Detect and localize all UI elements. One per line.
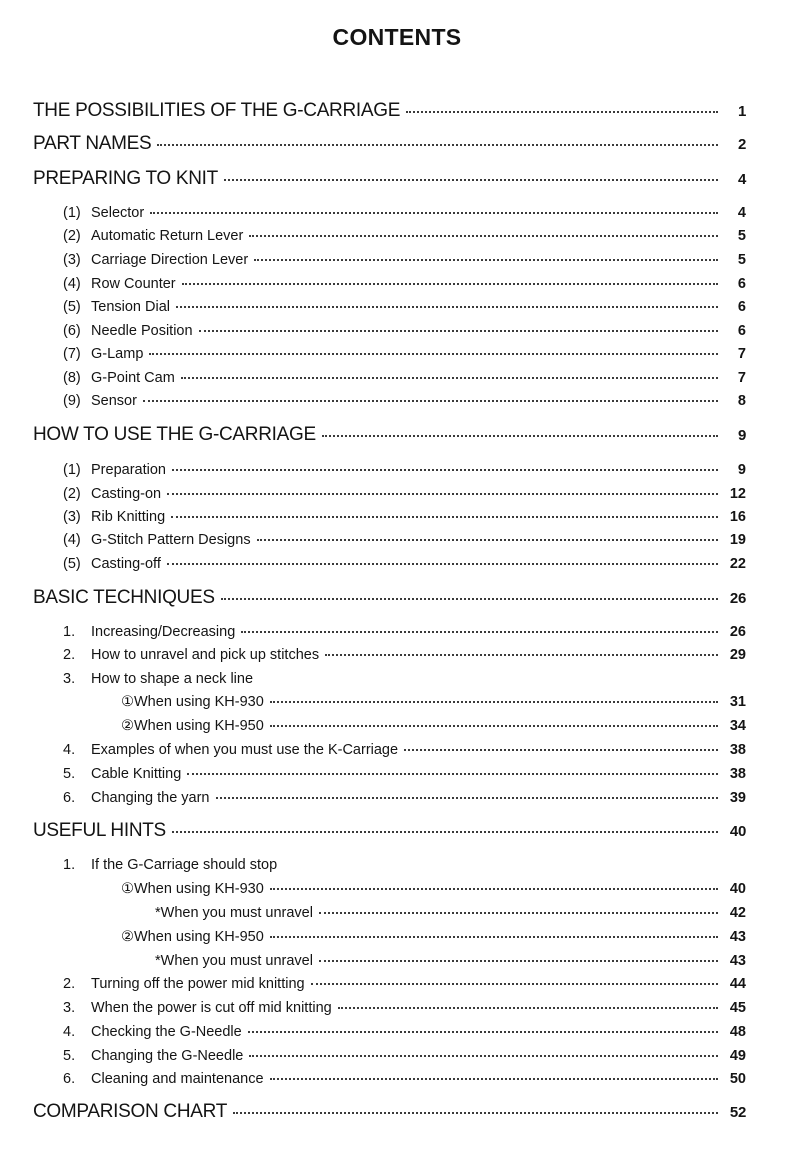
toc-page-number: 48 <box>729 1024 746 1040</box>
toc-page-number: 49 <box>729 1048 746 1064</box>
dot-leader <box>224 178 718 181</box>
toc-item <box>0 323 746 339</box>
toc-item-label: Automatic Return Lever <box>91 228 244 244</box>
toc-item-number: (4) <box>63 532 81 548</box>
toc-page-number: 34 <box>729 718 746 734</box>
toc-item <box>0 556 746 572</box>
toc-item-label: USEFUL HINTS <box>33 820 166 841</box>
dot-leader <box>181 376 718 379</box>
toc-item-label: Turning off the power mid knitting <box>91 976 305 992</box>
toc-item-label: COMPARISON CHART <box>33 1101 228 1122</box>
dot-leader <box>199 329 718 332</box>
dot-leader <box>167 562 718 565</box>
toc-item <box>0 1024 746 1040</box>
toc-page-number: 29 <box>729 647 746 663</box>
toc-item <box>0 857 746 873</box>
toc-item-label: When the power is cut off mid knitting <box>91 1000 332 1016</box>
toc-item-label: G-Point Cam <box>91 370 175 386</box>
toc-item-label: If the G-Carriage should stop <box>91 857 278 873</box>
toc-item-number: 1. <box>63 624 76 640</box>
toc-page-number: 44 <box>729 976 746 992</box>
toc-item-number: 4. <box>63 1024 76 1040</box>
toc-item <box>0 694 746 710</box>
toc-section <box>0 1101 746 1123</box>
toc-section <box>0 168 746 190</box>
toc-page-number: 26 <box>729 624 746 640</box>
toc-item-label: *When you must unravel <box>155 905 313 921</box>
toc-page-number: 7 <box>737 370 746 386</box>
dot-leader <box>167 492 718 495</box>
toc-item-number: 5. <box>63 766 76 782</box>
toc-item <box>0 671 746 687</box>
toc-page-number: 9 <box>737 462 746 478</box>
toc-item <box>0 252 746 268</box>
dot-leader <box>150 211 718 214</box>
toc-item-label: Sensor <box>91 393 137 409</box>
toc-page-number: 6 <box>737 299 746 315</box>
toc-item-number: (4) <box>63 276 81 292</box>
toc-item-label: ①When using KH-930 <box>121 881 264 897</box>
toc-page-number: 4 <box>737 205 746 221</box>
toc-page-number: 6 <box>737 276 746 292</box>
toc-item-number: (1) <box>63 205 81 221</box>
toc-item-label: PART NAMES <box>33 133 152 154</box>
toc-item-label: Selector <box>91 205 145 221</box>
dot-leader <box>406 110 718 113</box>
dot-leader <box>338 1006 718 1009</box>
toc-item <box>0 393 746 409</box>
toc-item <box>0 976 746 992</box>
toc-item-label: Cleaning and maintenance <box>91 1071 264 1087</box>
dot-leader <box>241 630 718 633</box>
toc-section <box>0 587 746 609</box>
toc-item <box>0 790 746 806</box>
dot-leader <box>187 772 718 775</box>
toc-item-label: Casting-on <box>91 486 162 502</box>
toc-item-label: BASIC TECHNIQUES <box>33 587 215 608</box>
toc-item <box>0 881 746 897</box>
toc-item-label: Changing the yarn <box>91 790 210 806</box>
toc-item-number: (6) <box>63 323 81 339</box>
toc-page-number: 31 <box>729 694 746 710</box>
toc-item-number: 2. <box>63 647 76 663</box>
toc-item-label: G-Stitch Pattern Designs <box>91 532 251 548</box>
dot-leader <box>254 258 718 261</box>
toc-item-number: (9) <box>63 393 81 409</box>
toc-item <box>0 462 746 478</box>
toc-item <box>0 486 746 502</box>
toc-item-label: G-Lamp <box>91 346 144 362</box>
dot-leader <box>248 1030 718 1033</box>
toc-item-label: Rib Knitting <box>91 509 166 525</box>
toc-section <box>0 133 746 155</box>
dot-leader <box>172 468 718 471</box>
toc-page-number: 5 <box>737 228 746 244</box>
toc-item-number: 3. <box>63 1000 76 1016</box>
dot-leader <box>249 1054 718 1057</box>
toc-section <box>0 100 746 122</box>
toc-item <box>0 1048 746 1064</box>
toc-item-label: Increasing/Decreasing <box>91 624 236 640</box>
dot-leader <box>172 830 718 833</box>
toc-item <box>0 228 746 244</box>
toc-page-number: 12 <box>729 486 746 502</box>
toc-page-number: 50 <box>729 1071 746 1087</box>
toc-item <box>0 276 746 292</box>
toc-item <box>0 624 746 640</box>
toc-page-number: 6 <box>737 323 746 339</box>
toc-item <box>0 718 746 734</box>
toc-item <box>0 1000 746 1016</box>
toc-item-label: ①When using KH-930 <box>121 694 264 710</box>
toc-item-label: THE POSSIBILITIES OF THE G-CARRIAGE <box>33 100 401 121</box>
page-title: CONTENTS <box>332 24 462 50</box>
toc-page-number: 1 <box>737 103 746 120</box>
toc-page-number: 52 <box>729 1104 746 1121</box>
toc-page-number: 40 <box>729 823 746 840</box>
toc-page-number: 26 <box>729 590 746 607</box>
toc-page-number: 19 <box>729 532 746 548</box>
toc-item <box>0 346 746 362</box>
dot-leader <box>322 434 718 437</box>
toc-item <box>0 205 746 221</box>
dot-leader <box>404 748 718 751</box>
dot-leader <box>319 911 718 914</box>
toc-page-number: 43 <box>729 953 746 969</box>
toc-item <box>0 509 746 525</box>
toc-item-number: (3) <box>63 509 81 525</box>
toc-item-label: HOW TO USE THE G-CARRIAGE <box>33 424 316 445</box>
toc-item-label: How to shape a neck line <box>91 671 254 687</box>
toc-item-number: (5) <box>63 299 81 315</box>
toc-item-number: (2) <box>63 228 81 244</box>
dot-leader <box>270 935 718 938</box>
toc-page-number: 43 <box>729 929 746 945</box>
dot-leader <box>319 959 718 962</box>
toc-page-number: 45 <box>729 1000 746 1016</box>
toc-page-number: 4 <box>737 171 746 188</box>
toc-item <box>0 953 746 969</box>
toc-item <box>0 742 746 758</box>
toc-item-label: Cable Knitting <box>91 766 182 782</box>
toc-item-label: *When you must unravel <box>155 953 313 969</box>
toc-item <box>0 929 746 945</box>
toc-page-number: 8 <box>737 393 746 409</box>
toc-page-number: 2 <box>737 136 746 153</box>
toc-item <box>0 647 746 663</box>
toc-item <box>0 1071 746 1087</box>
dot-leader <box>233 1111 718 1114</box>
toc-item-number: 1. <box>63 857 76 873</box>
dot-leader <box>157 143 718 146</box>
dot-leader <box>149 352 718 355</box>
toc-item <box>0 370 746 386</box>
toc-item-label: How to unravel and pick up stitches <box>91 647 320 663</box>
toc-page-number: 38 <box>729 766 746 782</box>
toc-item-label: ②When using KH-950 <box>121 718 264 734</box>
toc-item <box>0 905 746 921</box>
toc-item-label: Examples of when you must use the K-Carriage <box>91 742 399 758</box>
dot-leader <box>325 653 718 656</box>
toc-item <box>0 766 746 782</box>
toc-item-label: Tension Dial <box>91 299 170 315</box>
dot-leader <box>221 597 718 600</box>
toc-item-number: (3) <box>63 252 81 268</box>
toc-item-number: 3. <box>63 671 76 687</box>
toc-page-number: 16 <box>729 509 746 525</box>
dot-leader <box>176 305 718 308</box>
toc-item-label: Row Counter <box>91 276 176 292</box>
toc-item-number: 2. <box>63 976 76 992</box>
dot-leader <box>270 887 718 890</box>
dot-leader <box>257 538 718 541</box>
toc-item <box>0 532 746 548</box>
toc-item-number: 6. <box>63 1071 76 1087</box>
dot-leader <box>311 982 718 985</box>
dot-leader <box>270 1077 718 1080</box>
toc-item-number: 6. <box>63 790 76 806</box>
toc-item-label: Casting-off <box>91 556 161 572</box>
toc-page-number: 9 <box>737 427 746 444</box>
toc-item-number: (1) <box>63 462 81 478</box>
toc-item-label: Needle Position <box>91 323 193 339</box>
toc-page-number: 38 <box>729 742 746 758</box>
toc-item-number: 4. <box>63 742 76 758</box>
dot-leader <box>249 234 718 237</box>
toc-section <box>0 820 746 842</box>
toc-page-number: 42 <box>729 905 746 921</box>
toc-page-number: 22 <box>729 556 746 572</box>
toc-item-label: Checking the G-Needle <box>91 1024 242 1040</box>
toc-page-number: 40 <box>729 881 746 897</box>
dot-leader <box>182 282 718 285</box>
dot-leader <box>171 515 718 518</box>
toc-item-label: Preparation <box>91 462 166 478</box>
toc-item-number: (5) <box>63 556 81 572</box>
toc-item-number: (8) <box>63 370 81 386</box>
toc-item-number: 5. <box>63 1048 76 1064</box>
dot-leader <box>216 796 719 799</box>
toc-item-number: (2) <box>63 486 81 502</box>
toc-page-number: 7 <box>737 346 746 362</box>
dot-leader <box>143 399 718 402</box>
toc-item-label: Changing the G-Needle <box>91 1048 244 1064</box>
toc-item-number: (7) <box>63 346 81 362</box>
toc-page-number: 39 <box>729 790 746 806</box>
dot-leader <box>270 724 718 727</box>
dot-leader <box>270 700 718 703</box>
toc-item-label: Carriage Direction Lever <box>91 252 249 268</box>
toc-item <box>0 299 746 315</box>
toc-page-number: 5 <box>737 252 746 268</box>
toc-item-label: ②When using KH-950 <box>121 929 264 945</box>
toc-section <box>0 424 746 446</box>
toc-item-label: PREPARING TO KNIT <box>33 168 218 189</box>
